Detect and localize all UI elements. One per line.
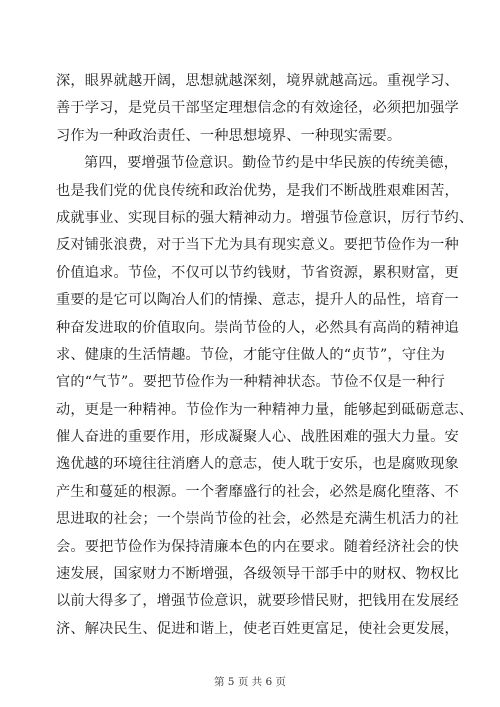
text-line: 反对铺张浪费，对于当下尤为具有现实意义。要把节俭作为一种 [56, 237, 459, 254]
text-line: 思进取的社会；一个崇尚节俭的社会，必然是充满生机活力的社 [56, 511, 459, 528]
text-line: 逸优越的环境往往消磨人的意志，使人耽于安乐，也是腐败现象 [56, 456, 459, 473]
page-number-footer: 第 5 页 共 6 页 [213, 676, 287, 688]
text-line: 产生和蔓延的根源。一个奢靡盛行的社会，必然是腐化堕落、不 [56, 483, 459, 500]
text-line: 善于学习，是党员干部坚定理想信念的有效途径，必须把加强学 [56, 100, 459, 117]
text-line: 种奋发进取的价值取向。崇尚节俭的人，必然具有高尚的精神追 [56, 319, 459, 336]
text-line: 习作为一种政治责任、一种思想境界、一种现实需要。 [56, 127, 402, 144]
text-line: 济、解决民生、促进和谐上，使老百姓更富足，使社会更发展， [56, 620, 459, 637]
text-line: 以前大得多了，增强节俭意识，就要珍惜民财，把钱用在发展经 [56, 593, 459, 610]
text-line: 也是我们党的优良传统和政治优势，是我们不断战胜艰难困苦， [56, 182, 459, 199]
text-line: 求、健康的生活情趣。节俭，才能守住做人的“贞节”，守住为 [56, 346, 445, 363]
text-line: 会。要把节俭作为保持清廉本色的内在要求。随着经济社会的快 [56, 538, 459, 555]
text-line: 速发展，国家财力不断增强，各级领导干部手中的财权、物权比 [56, 566, 459, 583]
text-line: 价值追求。节俭，不仅可以节约钱财，节省资源，累积财富，更 [56, 264, 459, 281]
text-line: 深，眼界就越开阔，思想就越深刻，境界就越高远。重视学习、 [56, 73, 459, 89]
text-line: 成就事业、实现目标的强大精神动力。增强节俭意识，厉行节约、 [56, 209, 474, 226]
text-line: 催人奋进的重要作用，形成凝聚人心、战胜困难的强大力量。安 [56, 429, 459, 446]
text-line: 重要的是它可以陶冶人们的情操、意志，提升人的品性，培育一 [56, 292, 459, 309]
text-line: 官的“气节”。要把节俭作为一种精神状态。节俭不仅是一种行 [56, 374, 445, 391]
paragraph-first-line: 第四，要增强节俭意识。勤俭节约是中华民族的传统美德， [84, 155, 459, 172]
body-text [56, 68, 474, 643]
text-line: 动，更是一种精神。节俭作为一种精神力量，能够起到砥砺意志、 [56, 401, 474, 418]
